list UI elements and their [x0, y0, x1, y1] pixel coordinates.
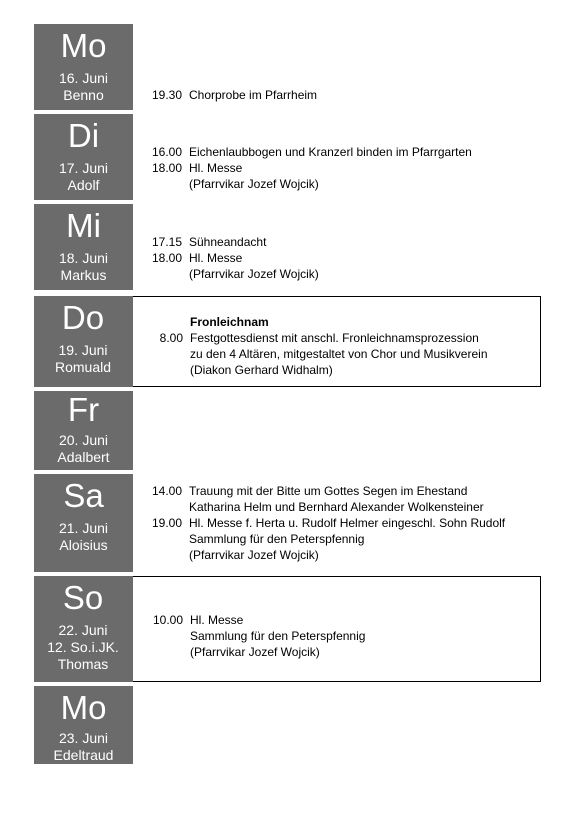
day-row-highlighted [34, 576, 541, 682]
event-time: 10.00 [152, 613, 183, 627]
day-date: 20. Juni [58, 432, 109, 448]
event-list [149, 144, 539, 192]
event-line: Eichenlaubbogen und Kranzerl binden im Pfarrgarten [189, 145, 472, 159]
day-row [34, 474, 541, 572]
weekday-abbr: Mo [60, 689, 107, 726]
event-time: 17.15 [151, 235, 182, 249]
event-line: Sühneandacht [189, 235, 267, 249]
event-line: (Pfarrvikar Jozef Wojcik) [189, 177, 319, 191]
event-list [149, 483, 539, 563]
weekday-abbr: Mi [66, 207, 101, 244]
event-list [149, 234, 539, 282]
day-label [34, 114, 133, 200]
event [149, 483, 539, 515]
event [149, 87, 539, 103]
event-time: 18.00 [151, 251, 182, 265]
event-time: 18.00 [151, 161, 182, 175]
event-line: Hl. Messe [189, 161, 243, 175]
weekday-abbr: Mo [60, 27, 107, 64]
event-line: (Pfarrvikar Jozef Wojcik) [190, 645, 320, 659]
event [149, 144, 539, 160]
event-line: Hl. Messe f. Herta u. Rudolf Helmer eingeschl. Sohn Rudolf [189, 516, 506, 530]
event [149, 250, 539, 282]
day-saint: Edeltraud [53, 747, 114, 763]
event [149, 160, 539, 192]
event [150, 314, 540, 330]
day-date: 22. Juni [58, 621, 108, 638]
event-line: Sammlung für den Peterspfennig [189, 532, 365, 546]
feast-title: Fronleichnam [190, 315, 269, 329]
event-list [150, 314, 540, 378]
event-time: 8.00 [159, 331, 183, 345]
day-date: 19. Juni [58, 341, 108, 358]
day-saint: Aloisius [59, 537, 108, 553]
day-row [34, 686, 541, 764]
event-line: Sammlung für den Peterspfennig [190, 629, 366, 643]
day-saint: Romuald [54, 358, 112, 375]
day-label [34, 391, 133, 470]
event [149, 234, 539, 250]
weekday-abbr: Di [67, 117, 100, 154]
day-date: 17. Juni [58, 160, 109, 176]
event-line: Hl. Messe [189, 251, 243, 265]
weekday-abbr: Sa [63, 477, 104, 514]
day-saint: Markus [60, 267, 107, 283]
event-line: zu den 4 Altären, mitgestaltet von Chor und Musikverein [190, 347, 488, 361]
event-line: Festgottesdienst mit anschl. Fronleichnamsprozession [190, 331, 479, 345]
weekday-abbr: Fr [67, 391, 100, 428]
event-line: Hl. Messe [190, 613, 244, 627]
event-time: 14.00 [151, 484, 182, 498]
event-line: Trauung mit der Bitte um Gottes Segen im Ehestand [189, 484, 468, 498]
day-saint: Adalbert [57, 449, 110, 465]
weekday-abbr: So [62, 578, 104, 616]
event-line: Katharina Helm und Bernhard Alexander Wolkensteiner [189, 500, 484, 514]
event-line: (Pfarrvikar Jozef Wojcik) [189, 548, 319, 562]
event-line: (Diakon Gerhard Widhalm) [190, 363, 333, 377]
day-date: 18. Juni [58, 250, 109, 266]
event-line: (Pfarrvikar Jozef Wojcik) [189, 267, 319, 281]
event [149, 515, 539, 563]
day-label [34, 686, 133, 764]
event-list [150, 612, 540, 660]
day-row [34, 204, 541, 290]
event-line: Chorprobe im Pfarrheim [189, 88, 318, 102]
day-label [34, 296, 133, 387]
day-label [34, 24, 133, 110]
day-row [34, 24, 541, 110]
day-row [34, 114, 541, 200]
day-date: 21. Juni [58, 520, 109, 536]
day-row-highlighted [34, 296, 541, 387]
day-date: 16. Juni [58, 70, 109, 86]
day-saint: Benno [63, 87, 104, 103]
event-time: 16.00 [151, 145, 182, 159]
day-label [34, 474, 133, 572]
day-saint: Thomas [57, 655, 109, 672]
event [150, 612, 540, 660]
day-saint: Adolf [67, 177, 100, 193]
day-saint: 12. So.i.JK. [47, 638, 119, 655]
event [150, 330, 540, 378]
event-time: 19.30 [151, 88, 182, 102]
day-label [34, 576, 133, 682]
event-time: 19.00 [151, 516, 182, 530]
weekday-abbr: Do [61, 298, 105, 336]
day-date: 23. Juni [58, 730, 109, 746]
event-list [149, 87, 539, 103]
day-label [34, 204, 133, 290]
day-row [34, 391, 541, 470]
